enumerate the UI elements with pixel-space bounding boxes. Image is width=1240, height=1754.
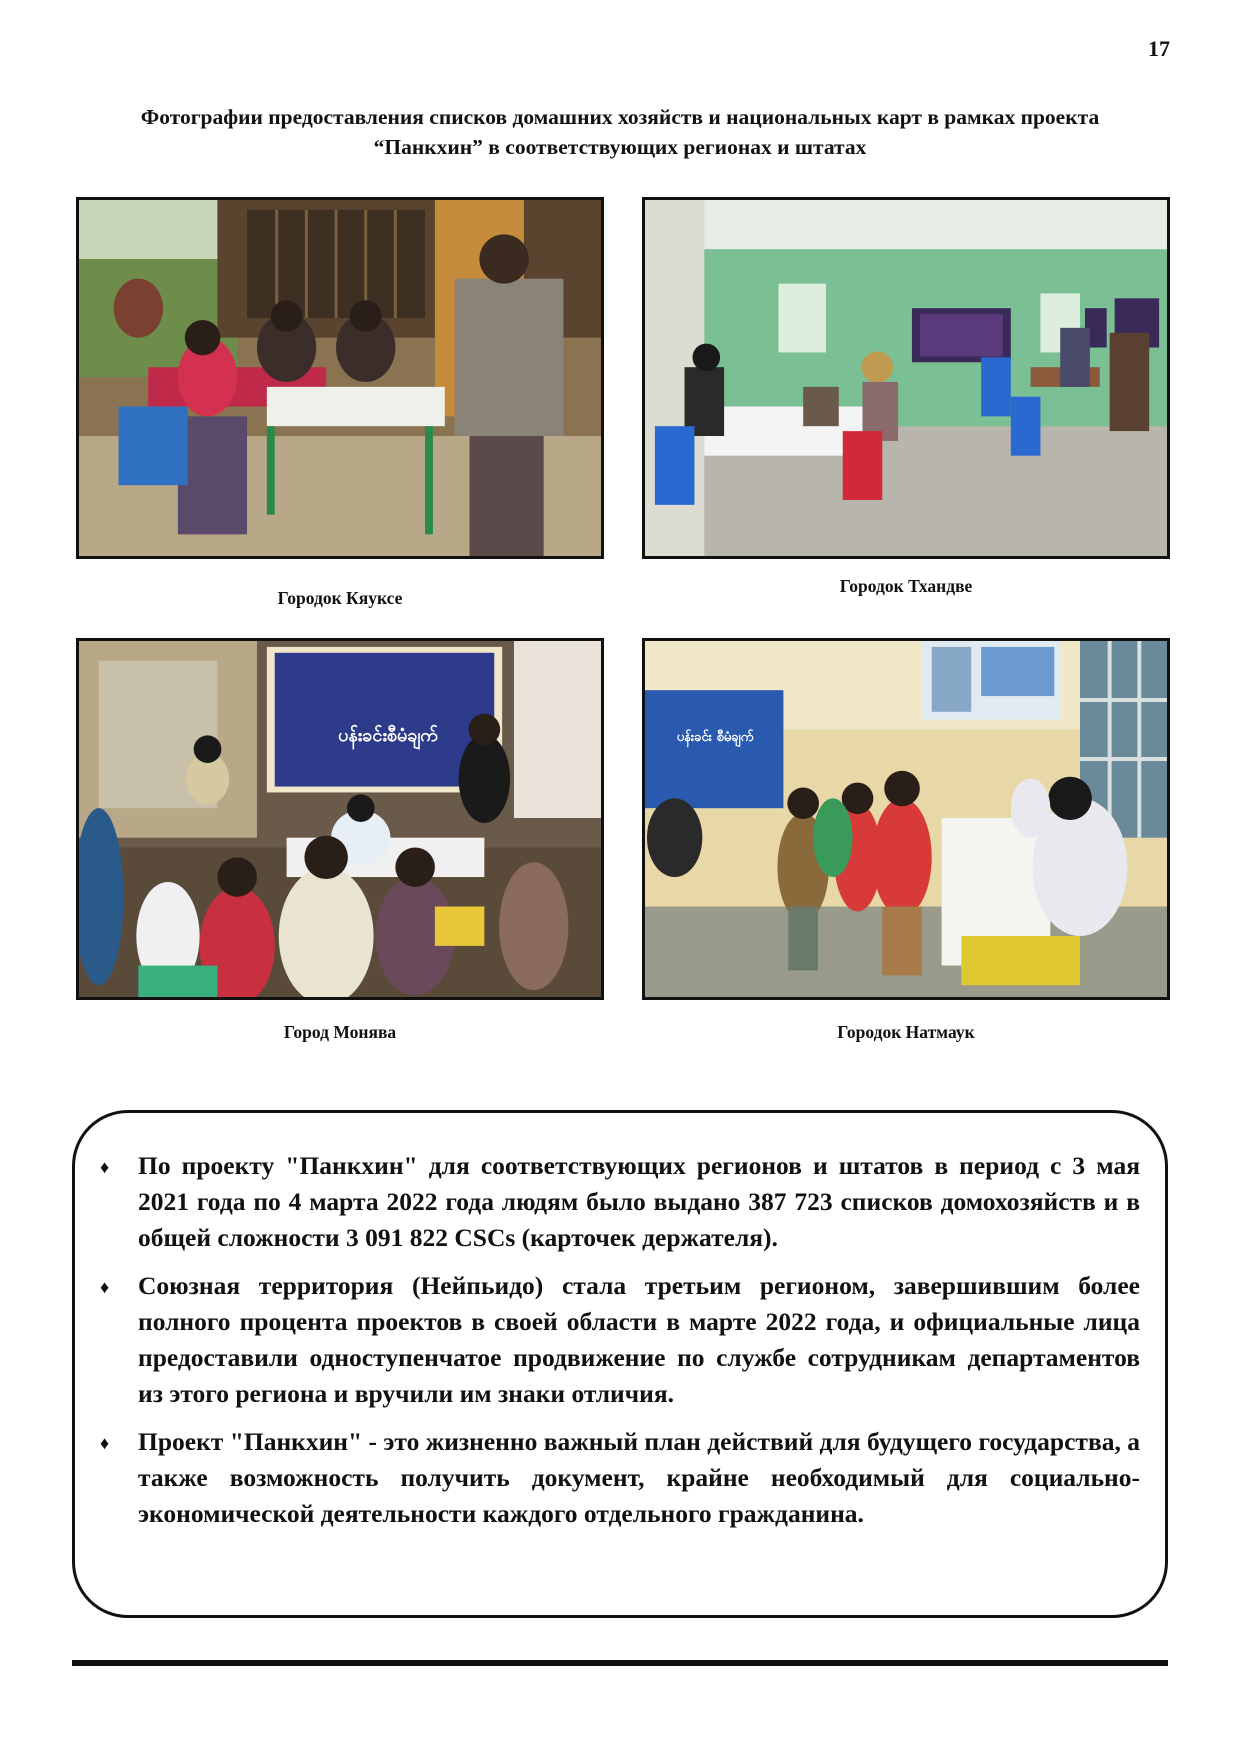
bottom-rule bbox=[72, 1660, 1168, 1666]
bullet-text: Проект "Панкхин" - это жизненно важный план действий для будущего государства, а также возможность получить документ, крайне необходимый для социально-экономической деятельности каждого отдельного гражданина. bbox=[138, 1427, 1140, 1528]
photo-thandwe bbox=[642, 197, 1170, 559]
diamond-bullet-icon: ♦ bbox=[100, 1277, 110, 1297]
caption-monywa: Город Монява bbox=[283, 1022, 397, 1042]
page-title: Фотографии предоставления списков домашних хозяйств и национальных карт в рамках проекта “Панкхин” в соответствующих регионах и штатах bbox=[140, 105, 1100, 159]
caption-natmauk: Городок Натмаук bbox=[837, 1022, 975, 1042]
bullet-list bbox=[100, 1148, 1140, 1544]
banner-text-natmauk: ပန်းခင်း စီမံချက် bbox=[676, 730, 754, 745]
bullet-text: По проекту "Панкхин" для соответствующих регионов и штатов в период с 3 мая 2021 года по 4 марта 2022 года людям было выдано 387 723 списков домохозяйств и в общей сложности 3 091 822 CSCs (карточек держателя). bbox=[138, 1151, 1140, 1252]
photo-natmauk bbox=[642, 638, 1170, 1000]
bullet-item bbox=[100, 1148, 1140, 1256]
photo-monywa bbox=[76, 638, 604, 1000]
photo-kyaukse bbox=[76, 197, 604, 559]
banner-text-monywa: ပန်းခင်းစီမံချက် bbox=[338, 725, 438, 746]
diamond-bullet-icon: ♦ bbox=[100, 1433, 110, 1453]
page-number: 17 bbox=[1148, 36, 1170, 61]
bullet-item bbox=[100, 1268, 1140, 1412]
diamond-bullet-icon: ♦ bbox=[100, 1157, 110, 1177]
caption-thandwe: Городок Тхандве bbox=[839, 576, 973, 596]
bullet-text: Союзная территория (Нейпьидо) стала третьим регионом, завершившим более полного процента проектов в своей области в марте 2022 года, и официальные лица предоставили одноступенчатое продвижение по службе сотрудникам департаментов из этого региона и вручили им знаки отличия. bbox=[138, 1271, 1140, 1408]
caption-kyaukse: Городок Кяуксе bbox=[277, 588, 403, 608]
bullet-item bbox=[100, 1424, 1140, 1532]
